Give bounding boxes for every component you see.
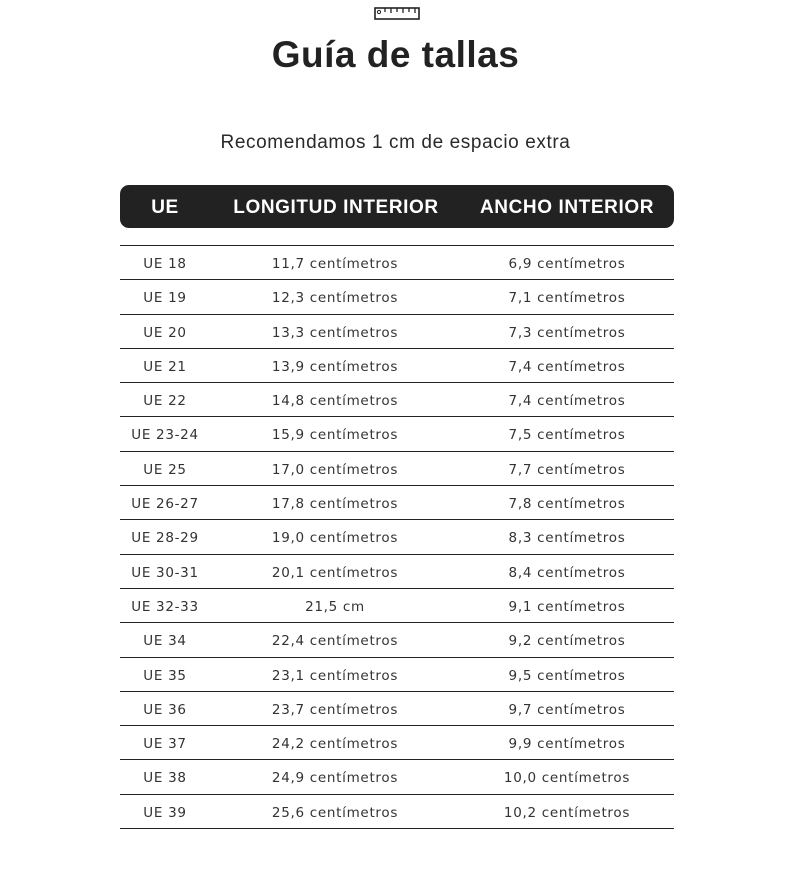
- cell-width: 6,9 centímetros: [508, 256, 626, 272]
- table-row: [120, 658, 674, 692]
- table-row: [120, 486, 674, 520]
- table-row: [120, 760, 674, 794]
- cell-length: 14,8 centímetros: [271, 393, 399, 410]
- cell-width: 9,9 centímetros: [508, 736, 626, 753]
- cell-size: UE 28-29: [131, 530, 199, 547]
- table-row: [120, 726, 674, 760]
- column-header-length: LONGITUD INTERIOR: [233, 197, 439, 218]
- table-row: [120, 280, 674, 314]
- cell-length: 23,1 centímetros: [271, 667, 399, 684]
- subtitle: Recomendamos 1 cm de espacio extra: [220, 132, 571, 153]
- size-table-body: [120, 245, 674, 829]
- cell-size: UE 19: [143, 290, 187, 307]
- cell-length: 24,2 centímetros: [271, 736, 399, 753]
- cell-size: UE 25: [143, 461, 187, 478]
- cell-width: 7,8 centímetros: [508, 496, 626, 513]
- table-row: [120, 623, 674, 657]
- cell-size: UE 20: [143, 324, 187, 341]
- cell-size: UE 32-33: [131, 598, 199, 615]
- cell-width: 9,7 centímetros: [508, 701, 626, 718]
- table-row: [120, 555, 674, 589]
- column-header-width: ANCHO INTERIOR: [479, 197, 655, 218]
- table-row: [120, 795, 674, 829]
- cell-length: 21,5 cm: [305, 598, 365, 615]
- cell-length: 20,1 centímetros: [271, 564, 399, 581]
- cell-width: 8,3 centímetros: [508, 530, 626, 547]
- cell-width: 7,4 centímetros: [508, 393, 626, 410]
- cell-length: 24,9 centímetros: [271, 770, 399, 787]
- table-header: [120, 185, 674, 228]
- table-row: [120, 452, 674, 486]
- table-row: [120, 246, 674, 280]
- cell-width: 9,5 centímetros: [508, 667, 626, 684]
- cell-length: 22,4 centímetros: [271, 633, 399, 650]
- cell-length: 12,3 centímetros: [271, 290, 399, 307]
- cell-length: 13,3 centímetros: [271, 324, 399, 341]
- cell-width: 10,2 centímetros: [503, 804, 631, 821]
- cell-width: 8,4 centímetros: [508, 564, 626, 581]
- cell-width: 7,3 centímetros: [508, 324, 626, 341]
- cell-size: UE 35: [143, 667, 187, 684]
- cell-width: 10,0 centímetros: [503, 770, 631, 787]
- cell-size: UE 23-24: [131, 427, 199, 444]
- cell-length: 19,0 centímetros: [271, 530, 399, 547]
- cell-length: 23,7 centímetros: [271, 701, 399, 718]
- cell-width: 9,1 centímetros: [508, 598, 626, 615]
- cell-size: UE 30-31: [131, 564, 199, 581]
- cell-size: UE 38: [143, 770, 187, 787]
- cell-size: UE 26-27: [131, 496, 199, 513]
- table-row: [120, 692, 674, 726]
- cell-length: 25,6 centímetros: [271, 804, 399, 821]
- cell-length: 17,0 centímetros: [271, 461, 399, 478]
- cell-length: 17,8 centímetros: [271, 496, 399, 513]
- ruler-icon: [374, 7, 420, 20]
- table-row: [120, 520, 674, 554]
- cell-size: UE 21: [143, 358, 187, 375]
- table-row: [120, 589, 674, 623]
- cell-width: 7,7 centímetros: [508, 461, 626, 478]
- table-row: [120, 315, 674, 349]
- cell-width: 7,1 centímetros: [508, 290, 626, 307]
- cell-width: 9,2 centímetros: [508, 633, 626, 650]
- cell-size: UE 37: [143, 736, 187, 753]
- page-title: Guía de tallas: [271, 34, 520, 75]
- cell-length: 13,9 centímetros: [271, 358, 399, 375]
- cell-length: 11,7 centímetros: [271, 256, 399, 272]
- cell-size: UE 18: [143, 256, 187, 272]
- table-row: [120, 383, 674, 417]
- cell-size: UE 39: [143, 804, 187, 821]
- cell-size: UE 36: [143, 701, 187, 718]
- table-row: [120, 349, 674, 383]
- cell-width: 7,5 centímetros: [508, 427, 626, 444]
- column-header-ue: UE: [151, 197, 179, 218]
- cell-length: 15,9 centímetros: [271, 427, 399, 444]
- table-row: [120, 417, 674, 451]
- cell-width: 7,4 centímetros: [508, 358, 626, 375]
- cell-size: UE 34: [143, 633, 187, 650]
- cell-size: UE 22: [143, 393, 187, 410]
